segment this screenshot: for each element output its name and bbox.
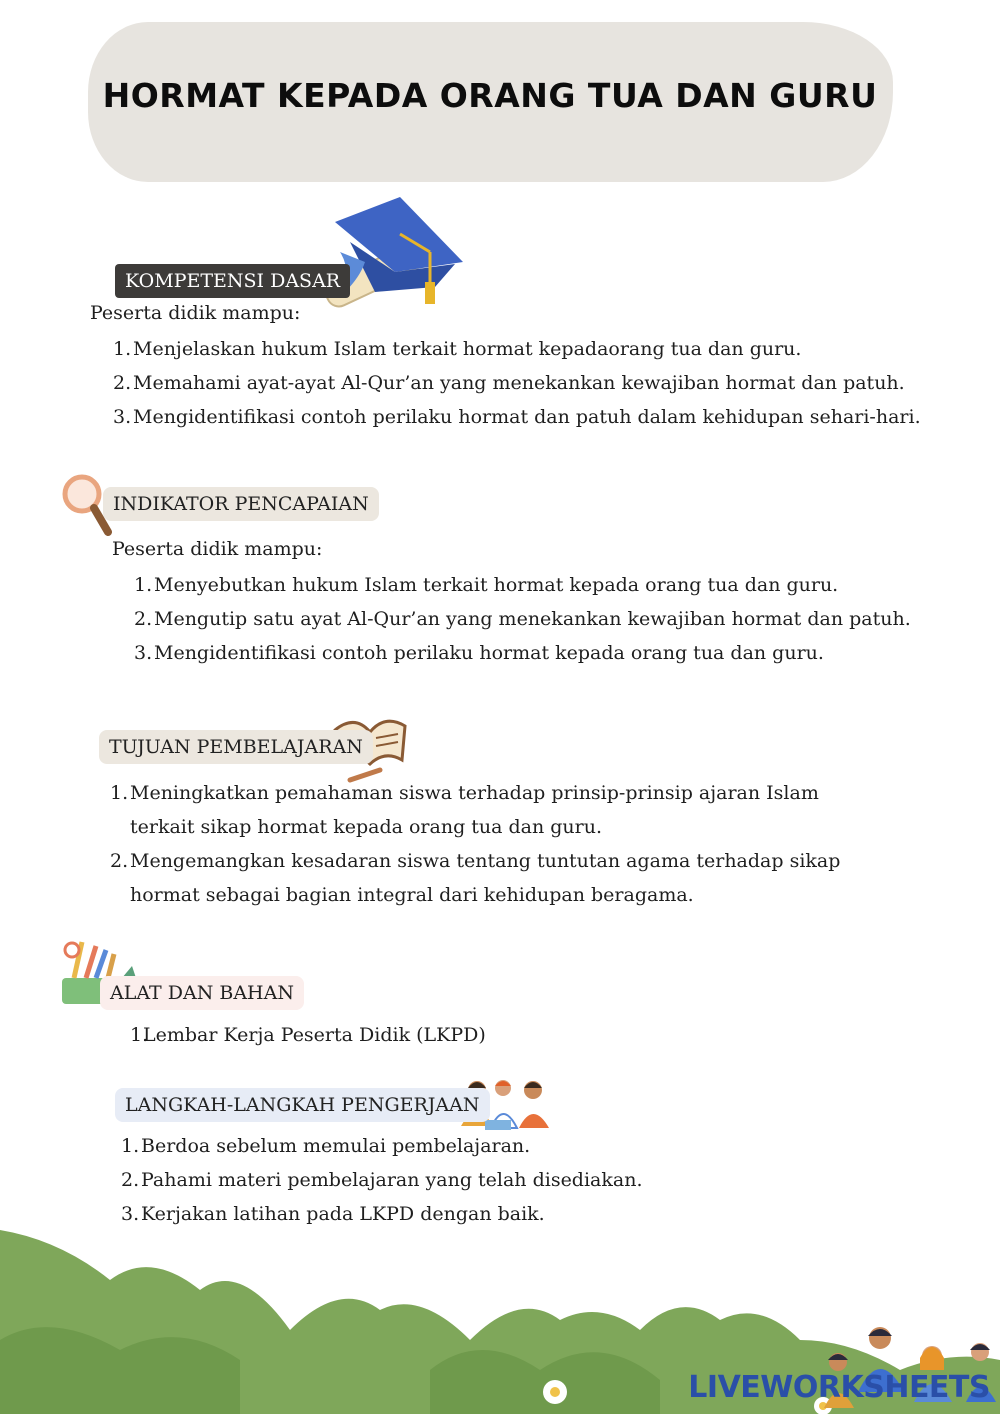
list-item: 2. Mengemangkan kesadaran siswa tentang tuntutan agama terhadap sikap hormat sebagai bagian integral dari kehidupan beragama. (110, 850, 841, 906)
list-item: 1. Menyebutkan hukum Islam terkait hormat kepada orang tua dan guru. (134, 574, 839, 596)
section-label-kompetensi: KOMPETENSI DASAR (115, 264, 350, 298)
page-title: HORMAT KEPADA ORANG TUA DAN GURU (102, 76, 878, 115)
list-item: 1. Berdoa sebelum memulai pembelajaran. (121, 1135, 531, 1157)
section-label-indikator: INDIKATOR PENCAPAIAN (103, 487, 379, 521)
indikator-intro: Peserta didik mampu: (112, 538, 323, 560)
alat-list (130, 1018, 486, 1052)
list-item: 2. Mengutip satu ayat Al-Qur’an yang menekankan kewajiban hormat dan patuh. (134, 608, 911, 630)
section-label-tujuan: TUJUAN PEMBELAJARAN (99, 730, 373, 764)
list-item: 3. Mengidentifikasi contoh perilaku hormat dan patuh dalam kehidupan sehari-hari. (113, 406, 921, 428)
list-item: 1. Menjelaskan hukum Islam terkait hormat kepadaorang tua dan guru. (113, 338, 802, 360)
list-item: 3. Kerjakan latihan pada LKPD dengan baik. (121, 1203, 545, 1225)
kompetensi-list (113, 332, 921, 434)
graduation-cap-icon (305, 192, 465, 322)
watermark: LIVEWORKSHEETS (688, 1370, 990, 1405)
list-item: 1. Lembar Kerja Peserta Didik (LKPD) (130, 1024, 486, 1046)
kompetensi-intro: Peserta didik mampu: (90, 302, 301, 324)
langkah-list (121, 1129, 643, 1231)
section-label-langkah: LANGKAH-LANGKAH PENGERJAAN (115, 1088, 490, 1122)
tujuan-list (110, 776, 880, 912)
flower-icon (543, 1380, 567, 1404)
indikator-list (134, 568, 911, 670)
section-label-alat: ALAT DAN BAHAN (100, 976, 304, 1010)
list-item: 2. Pahami materi pembelajaran yang telah disediakan. (121, 1169, 643, 1191)
list-item: 1. Meningkatkan pemahaman siswa terhadap prinsip-prinsip ajaran Islam terkait sikap hormat kepada orang tua dan guru. (110, 782, 819, 838)
list-item: 3. Mengidentifikasi contoh perilaku hormat kepada orang tua dan guru. (134, 642, 824, 664)
list-item: 2. Memahami ayat-ayat Al-Qur’an yang menekankan kewajiban hormat dan patuh. (113, 372, 905, 394)
